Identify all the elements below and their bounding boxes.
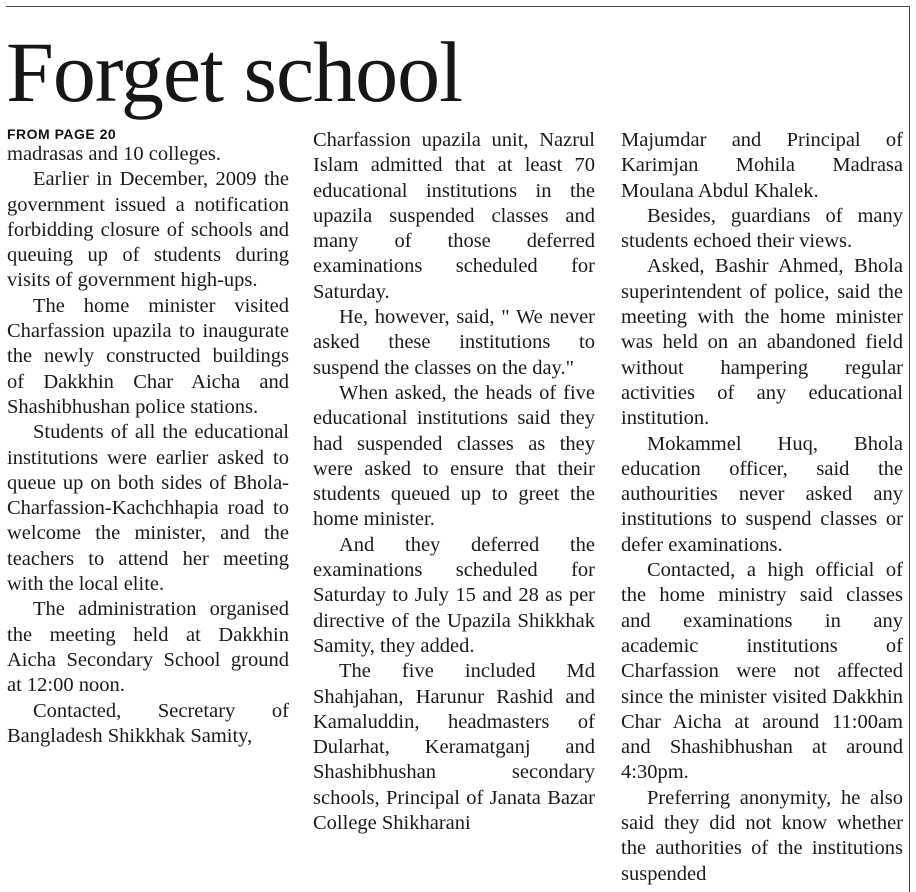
paragraph: Charfassion upazila unit, Nazrul Islam admitted that at least 70 educational institutions in the upazila suspended classes and many of those deferred examinations scheduled for Saturday. (313, 129, 595, 303)
article-column-3 (621, 128, 903, 887)
top-rule (6, 6, 910, 7)
paragraph: Preferring anonymity, he also said they did not know whether the authorities of the institutions suspended (621, 786, 903, 885)
paragraph: Asked, Bashir Ahmed, Bhola superintendent of police, said the meeting with the home minister was held on an abandoned field without hampering regular activities of any educational institution. (621, 255, 903, 430)
paragraph: When asked, the heads of five educational institutions said they had suspended classes as they were asked to ensure that their students queued up to greet the home minister. (313, 381, 595, 531)
paragraph: Contacted, a high official of the home ministry said classes and examinations in any academic institutions of Charfassion were not affected since the minister visited Dakkhin Char Aicha at around 11:00am and Shashibhushan at around 4:30pm. (621, 559, 903, 784)
paragraph: madrasas and 10 colleges. (7, 143, 222, 165)
paragraph: The five included Md Shahjahan, Harunur Rashid and Kamaluddin, headmasters of Dularhat, Keramatganj and Shashibhushan secondary schools, Principal of Janata Bazar College Shikharani (313, 660, 595, 835)
paragraph: Majumdar and Principal of Karimjan Mohila Madrasa Moulana Abdul Khalek. (621, 129, 903, 202)
paragraph: The home minister visited Charfassion upazila to inaugurate the newly constructed buildings of Dakkhin Char Aicha and Shashibhushan police stations. (7, 294, 289, 418)
article-column-2 (313, 128, 595, 836)
article-column-1 (7, 126, 289, 749)
paragraph: Besides, guardians of many students echoed their views. (621, 204, 903, 253)
paragraph: He, however, said, " We never asked these institutions to suspend the classes on the day." (313, 306, 595, 379)
paragraph: Mokammel Huq, Bhola education officer, said the authourities never asked any institutions to suspend classes or defer examinations. (621, 432, 903, 556)
paragraph: Students of all the educational institutions were earlier asked to queue up on both sides of Bhola-Charfassion-Kachchhapia road to welcome the minister, and the teachers to attend her meeting with the local elite. (7, 421, 289, 596)
paragraph: The administration organised the meeting held at Dakkhin Aicha Secondary School ground at 12:00 noon. (7, 598, 289, 697)
paragraph: Contacted, Secretary of Bangladesh Shikkhak Samity, (7, 699, 289, 747)
right-rule (909, 6, 910, 892)
headline: Forget school (6, 24, 463, 120)
paragraph: Earlier in December, 2009 the government issued a notification forbidding closure of schools and queuing up of students during visits of government high-ups. (7, 168, 289, 292)
paragraph: And they deferred the examinations scheduled for Saturday to July 15 and 28 as per directive of the Upazila Shikkhak Samity, they added. (313, 533, 595, 657)
jump-line: FROM PAGE 20 (7, 126, 117, 142)
